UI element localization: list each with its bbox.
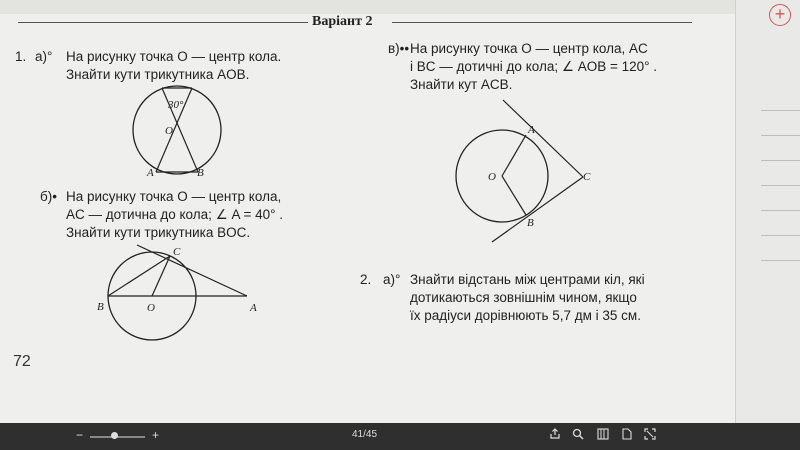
thumbnails-icon[interactable] <box>597 428 609 440</box>
problem1-number: 1. <box>15 49 27 64</box>
radius-ob <box>502 176 526 215</box>
problem1a-line2: Знайти кути трикутника AOB. <box>66 67 250 82</box>
problem1b-line3: Знайти кути трикутника BOC. <box>66 225 251 240</box>
problem1a-line1: На рисунку точка O — центр кола. <box>66 49 282 64</box>
search-icon[interactable] <box>572 428 584 440</box>
previous-page-strip <box>0 0 735 14</box>
label-1c-a: A <box>528 124 535 136</box>
label-1b-o: O <box>147 302 155 314</box>
variant-title: Варіант 2 <box>312 14 373 29</box>
label-1a-o: O <box>165 125 173 137</box>
problem1b-line2: AC — дотична до кола; ∠ A = 40° . <box>66 207 284 222</box>
zoom-in-button[interactable]: + <box>152 428 160 442</box>
tangent-line-1b <box>137 245 247 296</box>
problem2-marker: а)° <box>383 272 401 287</box>
header-rule-left <box>18 22 308 23</box>
problem2-number: 2. <box>360 272 372 287</box>
radius-oa <box>502 135 526 176</box>
problem1c-line2: і BC — дотичні до кола; ∠ AOB = 120° . <box>410 59 658 74</box>
label-1b-c: C <box>173 246 181 258</box>
problem1c-line1: На рисунку точка O — центр кола, AC <box>410 41 648 56</box>
document-icon[interactable] <box>621 428 633 440</box>
problem1c-line3: Знайти кут ACB. <box>410 77 513 92</box>
tangent-ac <box>503 100 583 177</box>
label-1c-b: B <box>527 217 534 229</box>
fit-icon[interactable] <box>644 428 656 440</box>
problem1a-marker: а)° <box>35 49 53 64</box>
zoom-out-button[interactable]: − <box>76 428 84 442</box>
label-1c-o: O <box>488 171 496 183</box>
problem2-line1: Знайти відстань між центрами кіл, які <box>410 272 645 287</box>
add-button[interactable]: + <box>769 4 791 26</box>
label-1b-a: A <box>250 302 257 314</box>
header-rule-right <box>392 22 692 23</box>
next-page-edge <box>735 0 800 423</box>
problem2-line3: їх радіуси дорівнюють 5,7 дм і 35 см. <box>410 308 641 323</box>
page-indicator: 41/45 <box>352 429 378 440</box>
problem2-line2: дотикаються зовнішнім чином, якщо <box>410 290 637 305</box>
problem1b-line1: На рисунку точка O — центр кола, <box>66 189 282 204</box>
problem1c-marker: в)•• <box>388 41 410 56</box>
label-1a-angle: 30° <box>168 99 184 111</box>
problem1b-marker: б)• <box>40 189 57 204</box>
share-icon[interactable] <box>549 428 561 440</box>
next-page-lines <box>761 110 800 285</box>
tangent-bc <box>492 177 583 242</box>
figure-1a <box>125 82 235 182</box>
figure-1c <box>445 100 605 245</box>
page-number: 72 <box>13 353 31 370</box>
label-1a-a: A <box>147 167 154 179</box>
label-1a-b: B <box>197 167 204 179</box>
figure-1b <box>95 240 265 345</box>
label-1c-c: C <box>583 171 591 183</box>
viewer-toolbar <box>0 423 800 450</box>
label-1b-b: B <box>97 301 104 313</box>
